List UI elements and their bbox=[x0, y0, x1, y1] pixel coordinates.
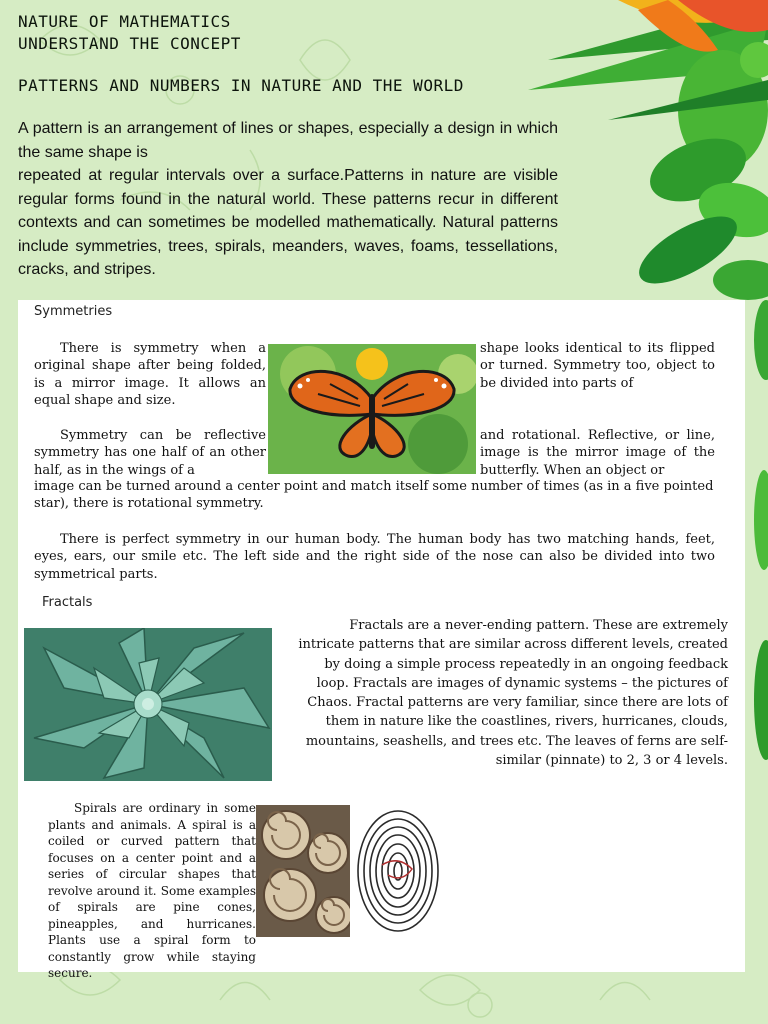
symmetries-title: Symmetries bbox=[34, 304, 113, 319]
intro-paragraph bbox=[18, 117, 558, 282]
symmetries-p1-right: shape looks identical to its flipped or turned. Symmetry too, object to be divided into parts of bbox=[480, 341, 715, 391]
header-subtitle: PATTERNS AND NUMBERS IN NATURE AND THE WORLD bbox=[18, 76, 464, 95]
fractals-title: Fractals bbox=[42, 595, 93, 610]
intro-line2: repeated at regular intervals over a surface.Patterns in nature are visible regular forms found in the natural world. These patterns recur in different contexts and can sometimes be modelled mathematically. Natural patterns include symmetries, trees, spirals, meanders, waves, foams, tessellations, cracks, and stripes. bbox=[18, 167, 558, 278]
symmetries-p3: There is perfect symmetry in our human body. The human body has two matching hands, feet, eyes, ears, our smile etc. The left side and the right side of the nose can also be divided into two symmetrical parts. bbox=[34, 532, 715, 582]
header-title-line1: NATURE OF MATHEMATICS bbox=[18, 12, 231, 31]
symmetries-p2-right: and rotational. Reflective, or line, image is the mirror image of the butterfly. When an object or bbox=[480, 428, 715, 478]
succulent-fractal-image bbox=[24, 628, 272, 781]
butterfly-image bbox=[268, 344, 476, 474]
header-title-line2: UNDERSTAND THE CONCEPT bbox=[18, 34, 241, 53]
snail-shells-image bbox=[256, 805, 350, 937]
fingerprint-image bbox=[352, 805, 444, 937]
content-panel bbox=[18, 300, 745, 980]
symmetries-p2-continued: image can be turned around a center point and match itself some number of times (as in a five pointed star), there is rotational symmetry. bbox=[34, 479, 714, 512]
intro-line1: A pattern is an arrangement of lines or shapes, especially a design in which the same shape is bbox=[18, 120, 558, 161]
symmetries-p2-left: Symmetry can be reflective symmetry has one half of an other half, as in the wings of a bbox=[34, 428, 266, 478]
spirals-paragraph: Spirals are ordinary in some plants and animals. A spiral is a coiled or curved pattern that focuses on a center point and a series of circular shapes that revolve around it. Some examples of spirals are pine cones, pineapples, and hurricanes. Plants use a spiral form to constantly grow while staying secure. bbox=[48, 801, 256, 980]
fractals-paragraph: Fractals are a never-ending pattern. These are extremely intricate patterns that are similar across different levels, created by doing a simple process repeatedly in an ongoing feedback loop. Fractals are images of dynamic systems – the pictures of Chaos. Fractal patterns are very familiar, since there are lots of them in nature like the coastlines, rivers, hurricanes, clouds, mountains, seashells, and trees etc. The leaves of ferns are self-similar (pinnate) to 2, 3 or 4 levels. bbox=[298, 618, 728, 769]
symmetries-p1-left: There is symmetry when a original shape after being folded, is a mirror image. It allows an equal shape and size. bbox=[34, 341, 266, 408]
